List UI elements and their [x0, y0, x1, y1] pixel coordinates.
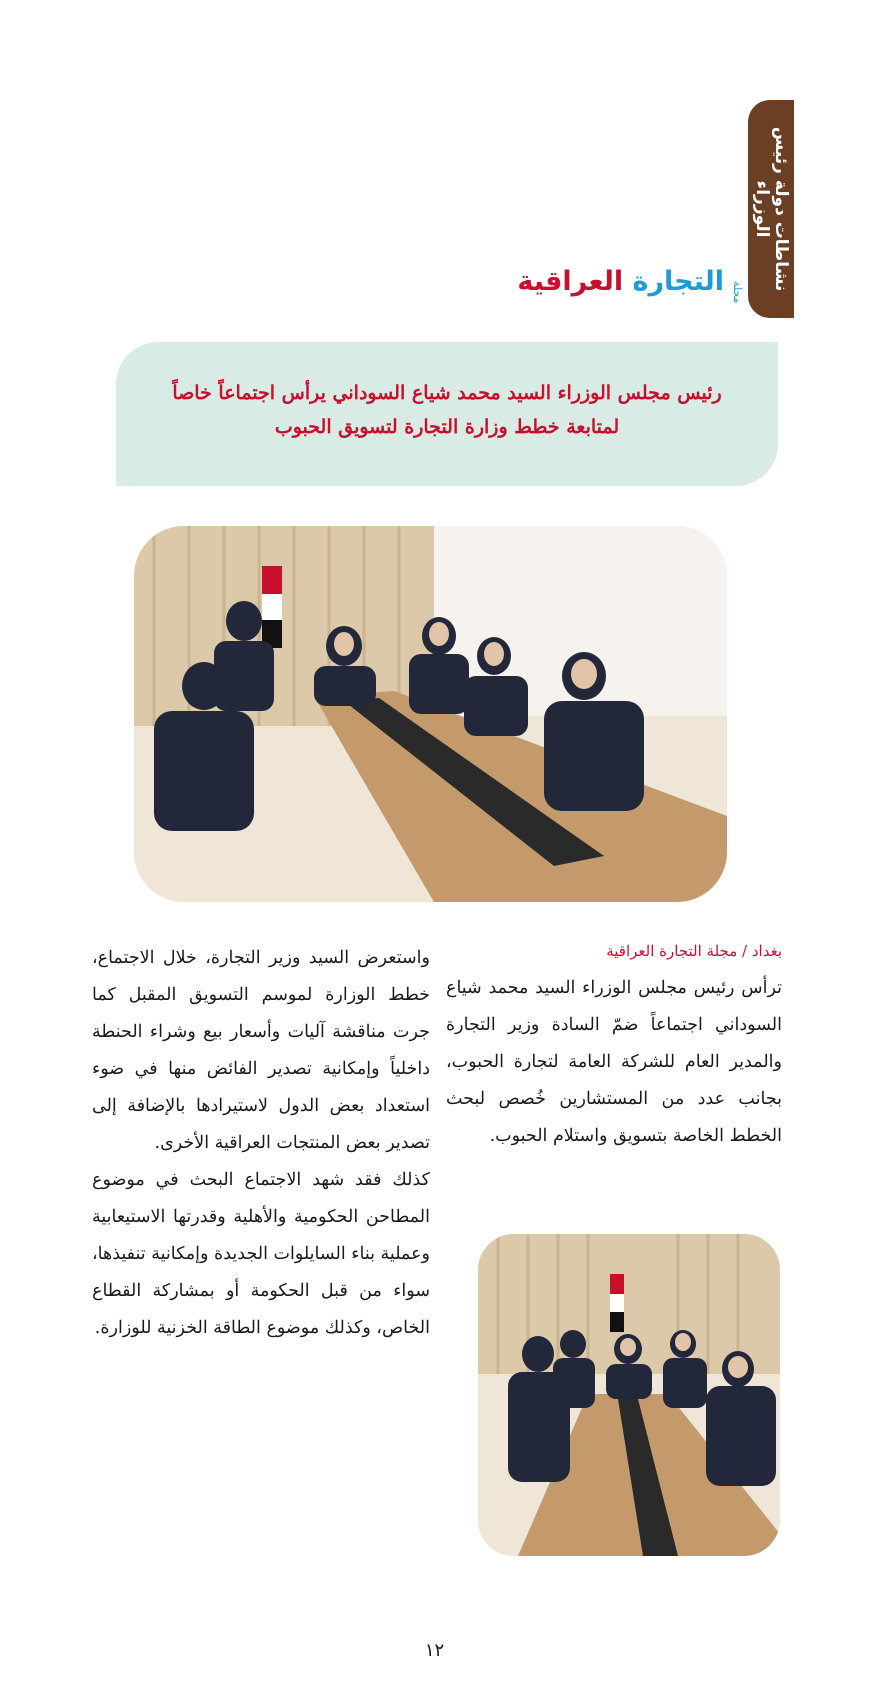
headline-line1: رئيس مجلس الوزراء السيد محمد شياع السوداني يرأس اجتماعاً خاصاً: [172, 382, 722, 404]
byline: بغداد / مجلة التجارة العراقية: [606, 942, 782, 960]
meeting-photo-small: [478, 1234, 780, 1556]
headline: [146, 376, 748, 444]
article-column-left: [92, 940, 430, 1347]
article-column-right: [446, 940, 782, 1155]
logo-wordmark: [517, 262, 724, 302]
logo-word-iraqiya: العراقية: [517, 266, 633, 297]
section-tab-line2: الوزراء: [752, 180, 772, 238]
section-tab: [748, 100, 794, 318]
paragraph-1: ترأس رئيس مجلس الوزراء السيد محمد شياع السوداني اجتماعاً ضمّ السادة وزير التجارة والمدير العام للشركة العامة لتجارة الحبوب، بجانب عدد من المستشارين خُصص لبحث الخطط الخاصة بتسويق واستلام الحبوب.: [446, 978, 782, 1146]
magazine-logo: [517, 262, 744, 308]
paragraph-3: كذلك فقد شهد الاجتماع البحث في موضوع المطاحن الحكومية والأهلية وقدرتها الاستيعابية وعملية بناء السايلوات الجديدة وإمكانية تنفيذها، سواء من قبل الحكومة أو بمشاركة القطاع الخاص، وكذلك موضوع الطاقة الخزنية للوزارة.: [92, 1170, 430, 1338]
logo-word-tijara: التجارة: [632, 266, 724, 297]
headline-line2: لمتابعة خطط وزارة التجارة لتسويق الحبوب: [274, 416, 620, 438]
section-tab-line1: نشاطات دولة رئيس: [771, 126, 791, 292]
paragraph-2: واستعرض السيد وزير التجارة، خلال الاجتماع، خطط الوزارة لموسم التسويق المقبل كما جرت مناقشة آليات وأسعار بيع وشراء الحنطة داخلياً وإمكانية تصدير الفائض منها في ضوء استعداد بعض الدول لاستيرادها بالإضافة إلى تصدير بعض المنتجات العراقية الأخرى.: [92, 948, 430, 1153]
meeting-photo-icon: [134, 526, 727, 902]
meeting-photo-main: [134, 526, 727, 902]
meeting-photo-icon: [478, 1234, 780, 1556]
headline-box: [116, 342, 778, 486]
page-number: ١٢: [424, 1640, 445, 1661]
section-tab-text: [748, 100, 794, 318]
logo-sub-label: مجلة: [731, 280, 744, 304]
